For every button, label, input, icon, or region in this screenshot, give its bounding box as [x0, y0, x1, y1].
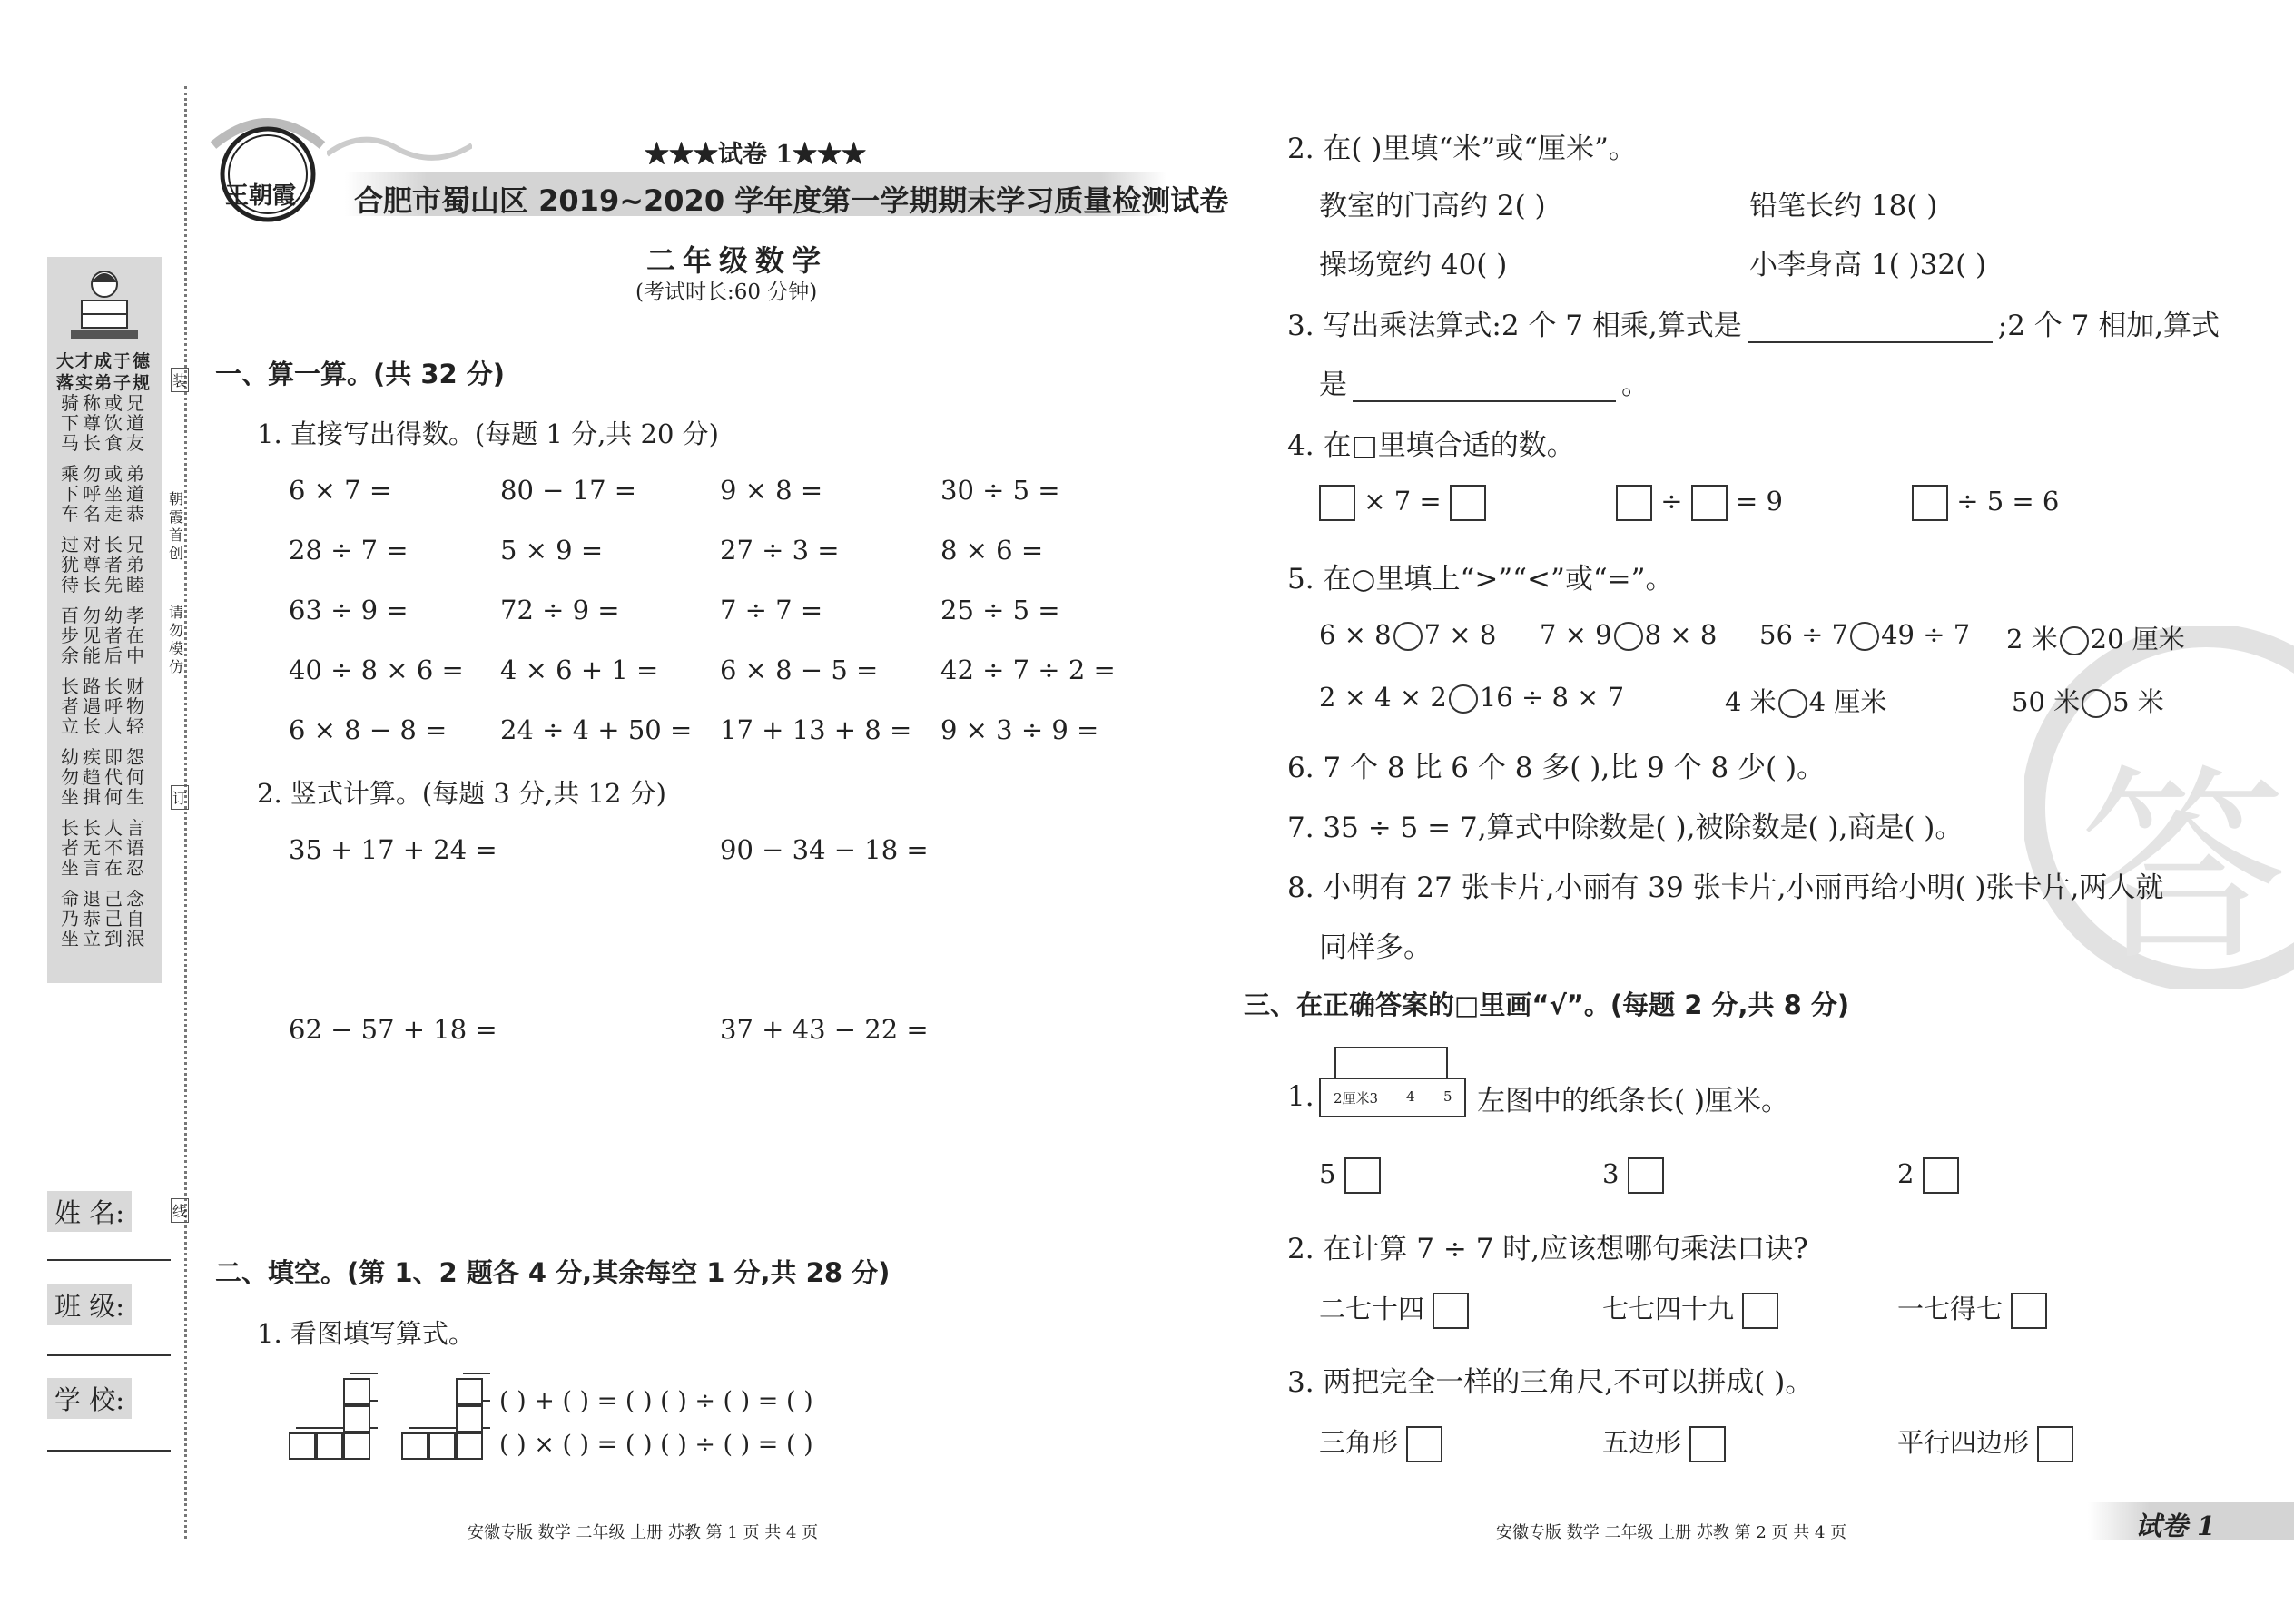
ribbon-decoration-icon [327, 118, 472, 172]
choice-option: 五边形 [1602, 1422, 1726, 1462]
compare-item: 7 × 9 8 × 8 [1540, 619, 1718, 650]
s2-q3-text-c: 是 [1319, 369, 1347, 401]
side-text-nocopy: 请勿模仿 [169, 604, 184, 675]
s2-q3-line1 [1287, 302, 2220, 343]
brand-logo-icon [204, 109, 331, 236]
school-label: 学 校: [47, 1378, 132, 1419]
poem-1: 骑称或兄下尊饮道马长食友 [61, 392, 148, 454]
poem-7: 长长人言者无不语坐言在忍 [61, 817, 148, 879]
oral-calc-item: 7 ÷ 7 = [720, 595, 823, 625]
compare-circle[interactable] [2060, 626, 2089, 655]
compare-circle[interactable] [1393, 622, 1423, 651]
oral-calc-item: 30 ÷ 5 = [940, 475, 1060, 506]
compare-item: 4 米 4 厘米 [1725, 686, 1887, 717]
compare-item: 2 × 4 × 2 16 ÷ 8 × 7 [1319, 682, 1625, 713]
s2-q4-expr: × 7 = [1364, 486, 1442, 517]
oral-calc-item: 28 ÷ 7 = [289, 535, 409, 566]
compare-item: 56 ÷ 7 49 ÷ 7 [1759, 619, 1971, 650]
s2-q7[interactable]: 7. 35 ÷ 5 = 7,算式中除数是( ),被除数是( ),商是( )。 [1287, 812, 1964, 844]
class-label: 班 级: [47, 1284, 132, 1325]
fill-equation-row[interactable]: ( ) + ( ) = ( ) ( ) ÷ ( ) = ( ) [499, 1387, 813, 1415]
s2-q8-line1[interactable]: 8. 小明有 27 张卡片,小丽有 39 张卡片,小丽再给小明( )张卡片,两人就 [1287, 871, 2164, 904]
choice-option: 三角形 [1319, 1422, 1442, 1462]
oral-calc-item: 24 ÷ 4 + 50 = [500, 714, 693, 745]
check-box[interactable] [1689, 1426, 1726, 1462]
paper-tag: ★★★试卷 1★★★ [645, 141, 867, 169]
footer-right: 安徽专版 数学 二年级 上册 苏教 第 2 页 共 4 页 [1496, 1523, 1847, 1542]
motto-line2: 落实弟子规 [56, 373, 153, 393]
choice-option: 平行四边形 [1897, 1422, 2073, 1462]
s2-q6[interactable]: 6. 7 个 8 比 6 个 8 多( ),比 9 个 8 少( )。 [1287, 752, 1826, 784]
poem-8: 命退己念乃恭己自坐立到泯 [61, 888, 148, 950]
oral-calc-item: 4 × 6 + 1 = [500, 655, 659, 685]
oral-calc-item: 17 + 13 + 8 = [720, 714, 912, 745]
seal-zhuang: 装 [171, 368, 189, 392]
compare-item: 6 × 8 7 × 8 [1319, 619, 1497, 650]
oral-calc-item: 8 × 6 = [940, 535, 1044, 566]
s2-q4-item-b [1616, 485, 1783, 521]
paper-strip [1334, 1047, 1448, 1078]
s3-q2-title: 2. 在计算 7 ÷ 7 时,应该想哪句乘法口诀? [1287, 1233, 1808, 1265]
fill-equation-row[interactable]: ( ) × ( ) = ( ) ( ) ÷ ( ) = ( ) [499, 1431, 813, 1459]
s3-q1-num: 1. [1287, 1080, 1314, 1113]
s2-q8-line2: 同样多。 [1319, 931, 1432, 964]
oral-calc-item: 42 ÷ 7 ÷ 2 = [940, 655, 1116, 685]
answer-box[interactable] [1691, 485, 1728, 521]
seal-xian: 线 [171, 1198, 189, 1223]
s2-q2-item[interactable]: 操场宽约 40( ) [1319, 249, 1508, 281]
compare-circle[interactable] [1778, 689, 1807, 718]
s2-q3-blank-multiply[interactable] [1748, 341, 1993, 343]
choice-option: 二七十四 [1319, 1289, 1469, 1329]
check-box[interactable] [1344, 1157, 1381, 1194]
s2-q4-expr: ÷ 5 = 6 [1956, 486, 2060, 517]
s2-q5-title: 5. 在○里填上“>”“<”或“=”。 [1287, 563, 1674, 595]
s2-q3-text-d: 。 [1621, 369, 1649, 401]
name-label: 姓 名: [47, 1191, 132, 1232]
brand-logo-text: 王朝霞 [225, 182, 297, 210]
oral-calc-item: 63 ÷ 9 = [289, 595, 409, 625]
section2-title: 二、填空。(第 1、2 题各 4 分,其余每空 1 分,共 28 分) [215, 1257, 891, 1288]
compare-circle[interactable] [1850, 622, 1879, 651]
s2-q3-blank-add[interactable] [1353, 400, 1616, 402]
poem-6: 幼疾即怨勿趋代何坐揖何生 [61, 746, 148, 808]
exam-title: 合肥市蜀山区 2019~2020 学年度第一学期期末学习质量检测试卷 [354, 183, 1229, 218]
s2-q2-item[interactable]: 教室的门高约 2( ) [1319, 190, 1546, 222]
s2-q2-title: 2. 在( )里填“米”或“厘米”。 [1287, 133, 1637, 165]
compare-item: 2 米 20 厘米 [2006, 624, 2185, 655]
check-box[interactable] [1742, 1293, 1778, 1329]
check-box[interactable] [2011, 1293, 2047, 1329]
s2-q2-item[interactable]: 铅笔长约 18( ) [1749, 190, 1938, 222]
s2-q3-text-a: 3. 写出乘法算式:2 个 7 相乘,算式是 [1287, 310, 1742, 342]
corner-tag: 试卷 1 [2135, 1511, 2216, 1541]
oral-calc-item: 27 ÷ 3 = [720, 535, 840, 566]
compare-circle[interactable] [1449, 684, 1478, 714]
check-box[interactable] [2037, 1426, 2073, 1462]
oral-calc-item: 5 × 9 = [500, 535, 604, 566]
oral-calc-item: 72 ÷ 9 = [500, 595, 620, 625]
motto-panel [47, 257, 162, 983]
oral-calc-item: 9 × 8 = [720, 475, 823, 506]
oral-calc-item: 6 × 7 = [289, 475, 392, 506]
subject-title: 二年级数学 [646, 243, 829, 278]
compare-circle[interactable] [1614, 622, 1643, 651]
s2-q3-line2 [1319, 361, 1649, 402]
watermark-text: 答 [2079, 747, 2289, 989]
ruler [1319, 1078, 1466, 1117]
poem-3: 过对长兄犹尊者弟待长先睦 [61, 534, 148, 595]
vertical-calc-item: 90 − 34 − 18 = [720, 834, 929, 865]
s2-q4-title: 4. 在□里填合适的数。 [1287, 429, 1575, 462]
poem-4: 百勿幼孝步见者在余能后中 [61, 605, 148, 666]
compare-circle[interactable] [2082, 689, 2111, 718]
answer-box[interactable] [1616, 485, 1652, 521]
ruler-label: 5 [1443, 1088, 1452, 1105]
s3-q1-text: 左图中的纸条长( )厘米。 [1477, 1085, 1790, 1117]
s2-q2-item[interactable]: 小李身高 1( )32( ) [1749, 249, 1987, 281]
section1-q2-title: 2. 竖式计算。(每题 3 分,共 12 分) [257, 778, 666, 809]
s2-q3-text-b: ;2 个 7 相加,算式 [1997, 310, 2220, 342]
school-field[interactable] [47, 1450, 171, 1452]
oral-calc-item: 25 ÷ 5 = [940, 595, 1060, 625]
side-text-original: 朝霞首创 [169, 490, 184, 562]
check-box[interactable] [1923, 1157, 1959, 1194]
vertical-calc-item: 35 + 17 + 24 = [289, 834, 497, 865]
exam-duration: (考试时长:60 分钟) [635, 281, 818, 304]
ruler-label: 2厘米3 [1334, 1090, 1379, 1107]
seal-ding: 订 [171, 785, 189, 810]
s2-q4-expr: ÷ [1660, 486, 1683, 517]
oral-calc-item: 80 − 17 = [500, 475, 637, 506]
oral-calc-item: 6 × 8 − 5 = [720, 655, 879, 685]
check-box[interactable] [1433, 1293, 1469, 1329]
answer-box[interactable] [1319, 485, 1355, 521]
ruler-label: 4 [1406, 1088, 1415, 1105]
answer-box[interactable] [1450, 485, 1486, 521]
answer-box[interactable] [1912, 485, 1948, 521]
poem-2: 乘勿或弟下呼坐道车名走恭 [61, 463, 148, 525]
check-box[interactable] [1628, 1157, 1664, 1194]
s2-q4-item-a [1319, 485, 1486, 521]
scholar-illustration-icon [64, 264, 145, 346]
oral-calc-item: 6 × 8 − 8 = [289, 714, 448, 745]
poem-5: 长路长财者遇呼物立长人轻 [61, 675, 148, 737]
name-field[interactable] [47, 1259, 171, 1261]
section3-title: 三、在正确答案的□里画“√”。(每题 2 分,共 8 分) [1244, 989, 1850, 1020]
compare-item: 50 米 5 米 [2012, 686, 2164, 717]
check-box[interactable] [1406, 1426, 1442, 1462]
choice-option: 3 [1602, 1157, 1664, 1194]
vertical-calc-item: 62 − 57 + 18 = [289, 1014, 497, 1045]
section1-q1-title: 1. 直接写出得数。(每题 1 分,共 20 分) [257, 418, 719, 449]
s3-q3-title: 3. 两把完全一样的三角尺,不可以拼成( )。 [1287, 1366, 1814, 1399]
choice-option: 2 [1897, 1157, 1959, 1194]
class-field[interactable] [47, 1354, 171, 1356]
footer-left: 安徽专版 数学 二年级 上册 苏教 第 1 页 共 4 页 [468, 1523, 819, 1542]
oral-calc-item: 9 × 3 ÷ 9 = [940, 714, 1099, 745]
section1-title: 一、算一算。(共 32 分) [215, 359, 506, 389]
oral-calc-item: 40 ÷ 8 × 6 = [289, 655, 464, 685]
s2-q4-item-c [1912, 485, 2059, 521]
choice-option: 一七得七 [1897, 1289, 2047, 1329]
motto-line1: 大才成于德 [56, 351, 153, 371]
s2-q4-expr: = 9 [1735, 486, 1783, 517]
choice-option: 七七四十九 [1602, 1289, 1778, 1329]
vertical-calc-item: 37 + 43 − 22 = [720, 1014, 929, 1045]
choice-option: 5 [1319, 1157, 1381, 1194]
binding-line [184, 86, 187, 1539]
section2-q1-title: 1. 看图填写算式。 [257, 1318, 475, 1349]
